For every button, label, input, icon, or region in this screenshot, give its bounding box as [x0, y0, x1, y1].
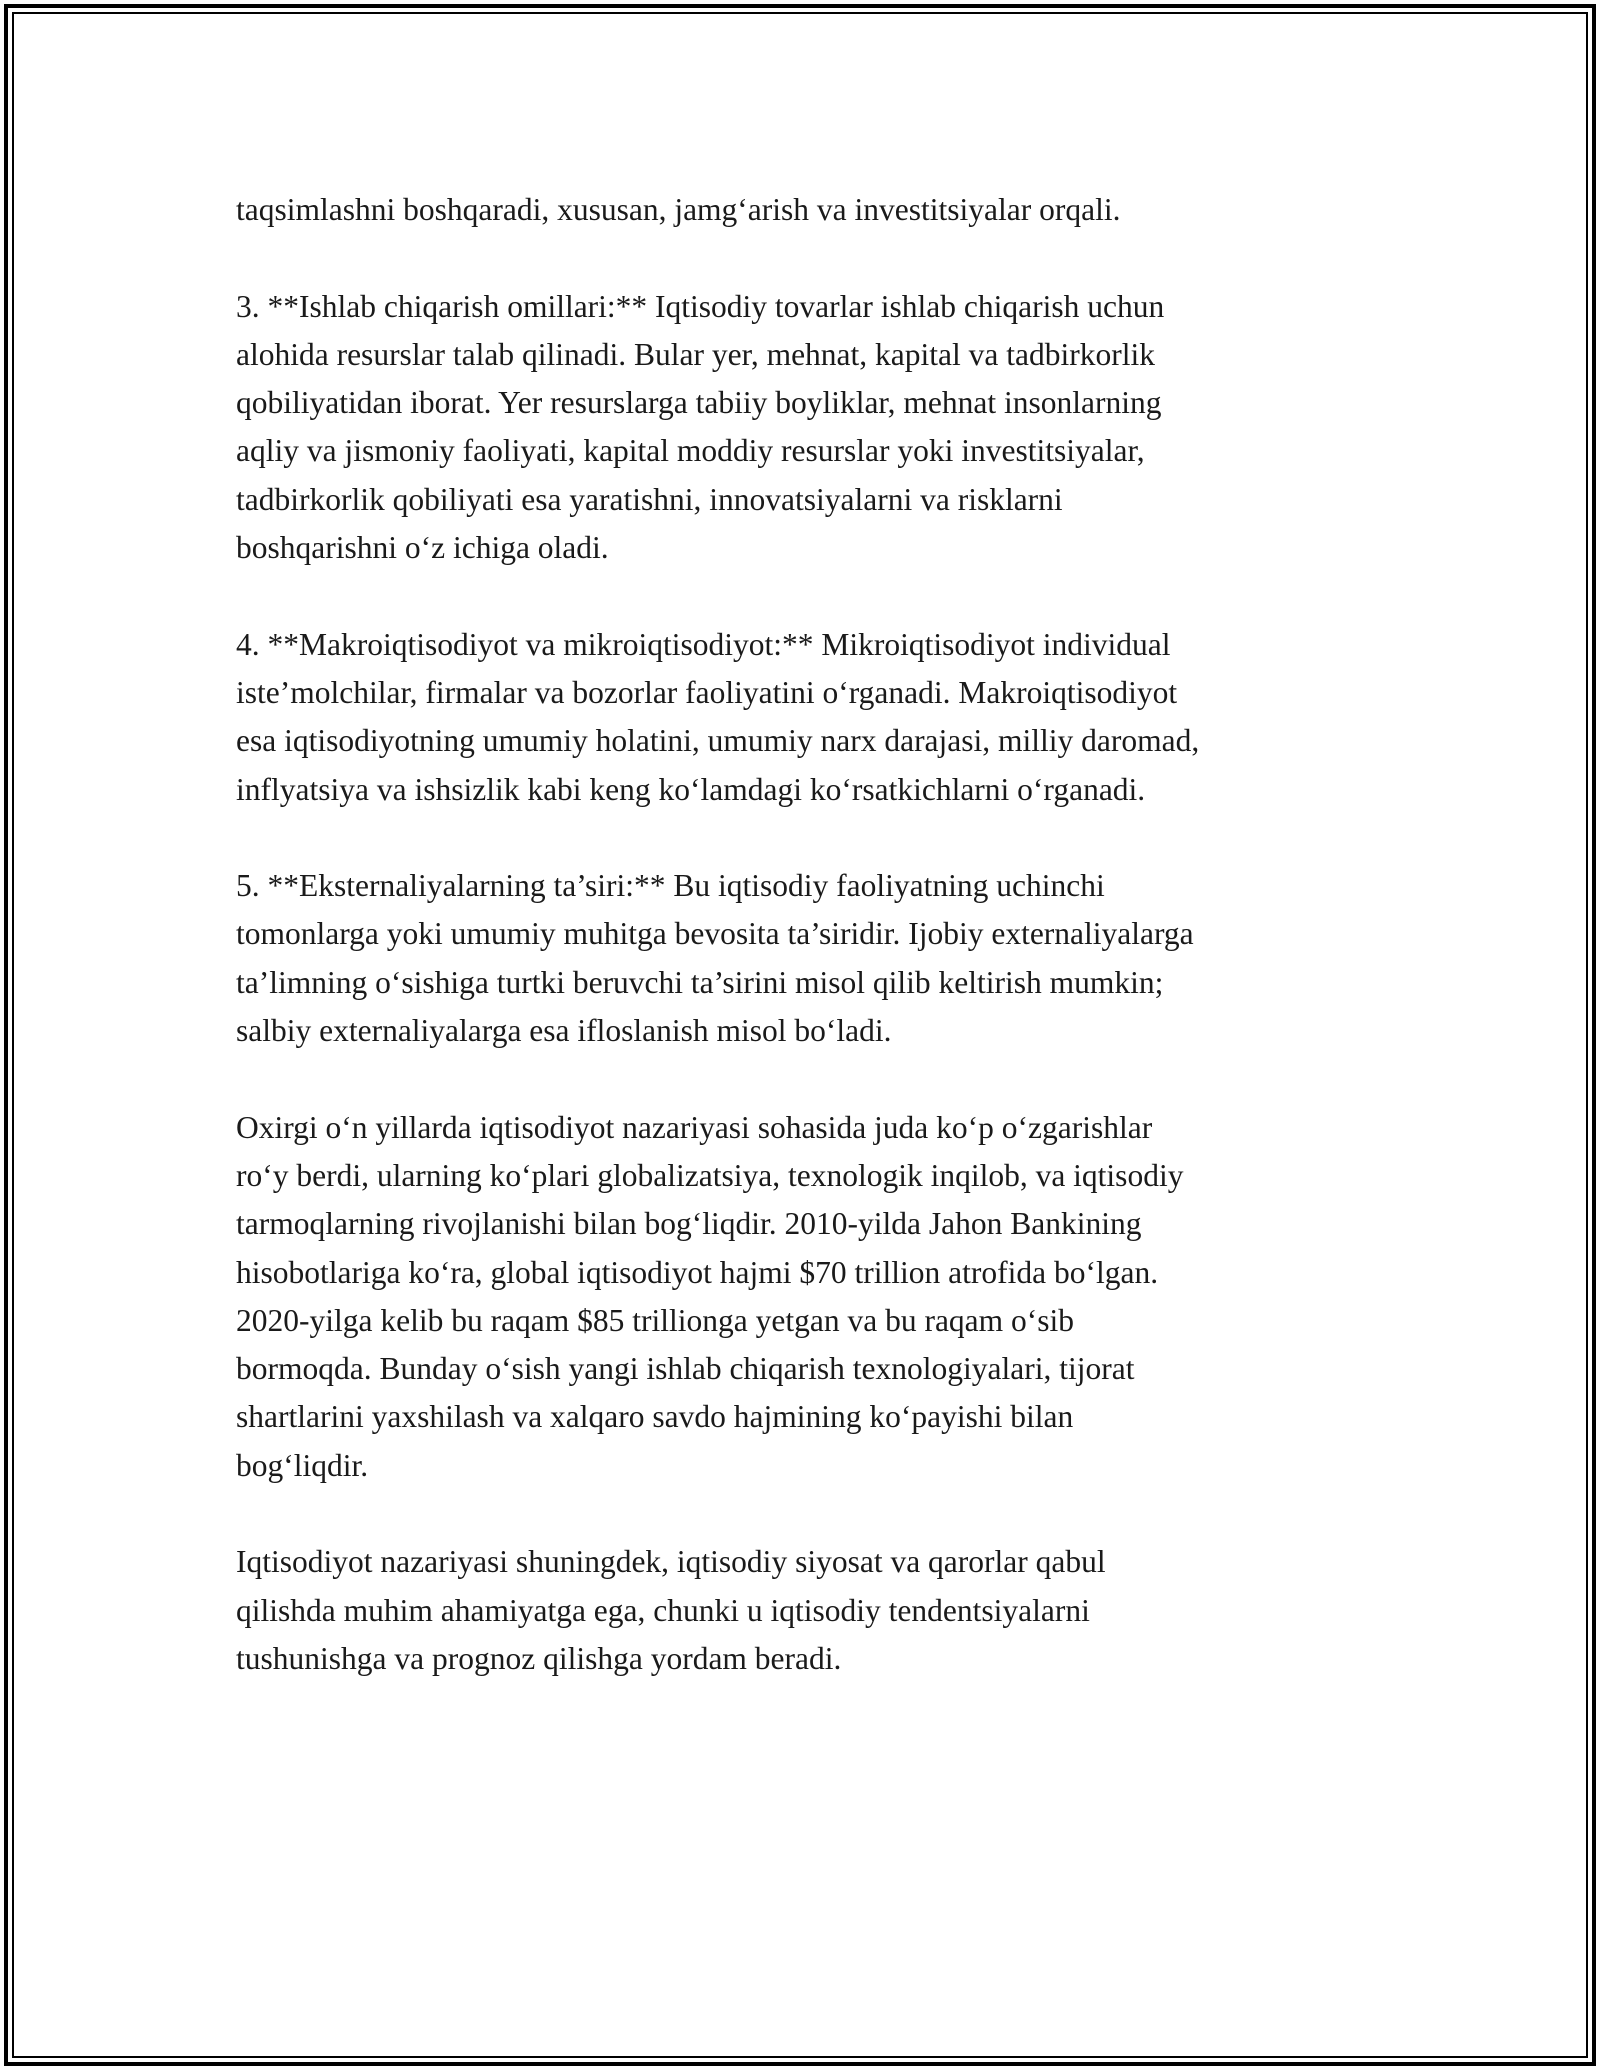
- paragraph-policy: [236, 1538, 1376, 1683]
- text-line: ta’limning o‘sishiga turtki beruvchi ta’sirini misol qilib keltirish mumkin;: [236, 964, 1164, 1000]
- paragraph-recent-decades: [236, 1104, 1376, 1490]
- text-line: boshqarishni o‘z ichiga oladi.: [236, 530, 609, 566]
- text-line: qilishda muhim ahamiyatga ega, chunki u iqtisodiy tendentsiyalarni: [236, 1592, 1090, 1628]
- text-line: shartlarini yaxshilash va xalqaro savdo hajmining ko‘payishi bilan: [236, 1399, 1074, 1435]
- text-line: 3. **Ishlab chiqarish omillari:** Iqtisodiy tovarlar ishlab chiqarish uchun: [236, 288, 1165, 324]
- text-line: 2020-yilga kelib bu raqam $85 trillionga yetgan va bu raqam o‘sib: [236, 1302, 1075, 1338]
- paragraph-factors-of-production: [236, 283, 1376, 573]
- text-line: taqsimlashni boshqaradi, xususan, jamg‘arish va investitsiyalar orqali.: [236, 192, 1121, 227]
- text-line: qobiliyatidan iborat. Yer resurslarga tabiiy boyliklar, mehnat insonlarning: [236, 385, 1162, 421]
- text-line: Iqtisodiyot nazariyasi shuningdek, iqtisodiy siyosat va qarorlar qabul: [236, 1544, 1106, 1580]
- text-line: hisobotlariga ko‘ra, global iqtisodiyot hajmi $70 trillion atrofida bo‘lgan.: [236, 1254, 1159, 1290]
- text-line: alohida resurslar talab qilinadi. Bular yer, mehnat, kapital va tadbirkorlik: [236, 336, 1155, 372]
- paragraph-externalities: [236, 862, 1376, 1055]
- text-line: esa iqtisodiyotning umumiy holatini, umumiy narx darajasi, milliy daromad,: [236, 723, 1200, 759]
- text-line: iste’molchilar, firmalar va bozorlar faoliyatini o‘rganadi. Makroiqtisodiyot: [236, 674, 1178, 710]
- text-line: tadbirkorlik qobiliyati esa yaratishni, innovatsiyalarni va risklarni: [236, 481, 1063, 517]
- paragraph-continuation: [236, 186, 1376, 234]
- text-line: Oxirgi o‘n yillarda iqtisodiyot nazariyasi sohasida juda ko‘p o‘zgarishlar: [236, 1109, 1153, 1145]
- text-line: aqliy va jismoniy faoliyati, kapital moddiy resurslar yoki investitsiyalar,: [236, 433, 1145, 469]
- text-line: ro‘y berdi, ularning ko‘plari globalizatsiya, texnologik inqilob, va iqtisodiy: [236, 1157, 1184, 1193]
- paragraph-macro-micro: [236, 621, 1376, 814]
- text-line: salbiy externaliyalarga esa ifloslanish misol bo‘ladi.: [236, 1013, 892, 1049]
- text-line: tushunishga va prognoz qilishga yordam beradi.: [236, 1640, 842, 1676]
- text-line: bormoqda. Bunday o‘sish yangi ishlab chiqarish texnologiyalari, tijorat: [236, 1351, 1135, 1387]
- text-line: tomonlarga yoki umumiy muhitga bevosita ta’siridir. Ijobiy externaliyalarga: [236, 916, 1194, 952]
- text-line: bog‘liqdir.: [236, 1447, 369, 1483]
- text-line: tarmoqlarning rivojlanishi bilan bog‘liqdir. 2010-yilda Jahon Bankining: [236, 1206, 1142, 1242]
- text-line: inflyatsiya va ishsizlik kabi keng ko‘lamdagi ko‘rsatkichlarni o‘rganadi.: [236, 771, 1146, 807]
- document-body: [236, 186, 1376, 1732]
- text-line: 5. **Eksternaliyalarning ta’siri:** Bu iqtisodiy faoliyatning uchinchi: [236, 868, 1105, 904]
- text-line: 4. **Makroiqtisodiyot va mikroiqtisodiyot:** Mikroiqtisodiyot individual: [236, 626, 1171, 662]
